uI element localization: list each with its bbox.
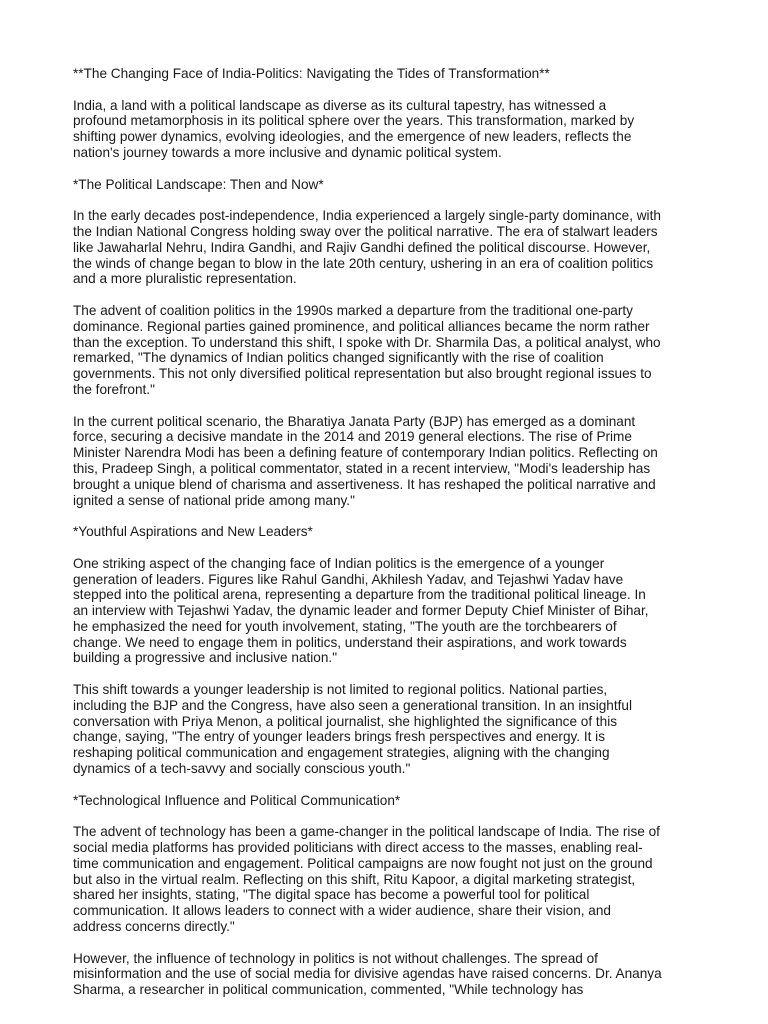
section-heading-political-landscape: *The Political Landscape: Then and Now* [73, 176, 324, 192]
document-title: **The Changing Face of India-Politics: Navigating the Tides of Transformation** [73, 66, 550, 81]
section-heading-technological-influence: *Technological Influence and Political Communication* [73, 792, 401, 808]
paragraph-technology-game-changer: The advent of technology has been a game-changer in the political landscape of India. The rise of social media platforms has provided politicians with direct access to the masses, enabling real- time communication and engagement. Political campaigns are now fought not just on the ground but also in the virtual realm. Reflecting on this shift, Ritu Kapoor, a digital marketing strategist, shared her insights, stating, "The digital space has become a powerful tool for political communication. It allows leaders to connect with a wider audience, share their vision, and address concerns directly." [73, 824, 660, 935]
paragraph-coalition-politics: The advent of coalition politics in the 1990s marked a departure from the traditional one-party dominance. Regional parties gained prominence, and political alliances became the norm rather than the exception. To understand this shift, I spoke with Dr. Sharmila Das, a political analyst, who remarked, "The dynamics of Indian politics changed significantly with the rise of coalition governments. This not only diversified political representation but also brought regional issues to the forefront." [73, 302, 661, 397]
paragraph-technology-challenges: However, the influence of technology in politics is not without challenges. The spread of misinformation and the use of social media for divisive agendas have raised concerns. Dr. Ananya Sharma, a researcher in political communication, commented, "While technology has [73, 950, 662, 998]
paragraph-current-scenario: In the current political scenario, the Bharatiya Janata Party (BJP) has emerged as a dominant force, securing a decisive mandate in the 2014 and 2019 general elections. The rise of Prime Minister Narendra Modi has been a defining feature of contemporary Indian politics. Reflecting on this, Pradeep Singh, a political commentator, stated in a recent interview, "Modi's leadership has brought a unique blend of charisma and assertiveness. It has reshaped the political narrative and ignited a sense of national pride among many." [73, 413, 658, 508]
section-heading-youthful-aspirations: *Youthful Aspirations and New Leaders* [73, 524, 313, 540]
document-page [73, 66, 703, 1014]
paragraph-early-decades: In the early decades post-independence, India experienced a largely single-party dominance, with the Indian National Congress holding sway over the political narrative. The era of stalwart leaders like Jawaharlal Nehru, Indira Gandhi, and Rajiv Gandhi defined the political discourse. However, the winds of change began to blow in the late 20th century, ushering in an era of coalition politics and a more pluralistic representation. [73, 208, 661, 287]
paragraph-intro: India, a land with a political landscape as diverse as its cultural tapestry, has witnessed a profound metamorphosis in its political sphere over the years. This transformation, marked by shifting power dynamics, evolving ideologies, and the emergence of new leaders, reflects the nation's journey towards a more inclusive and dynamic political system. [73, 97, 635, 160]
paragraph-younger-generation: One striking aspect of the changing face of Indian politics is the emergence of a younger generation of leaders. Figures like Rahul Gandhi, Akhilesh Yadav, and Tejashwi Yadav have stepped into the political arena, representing a departure from the traditional political lineage. In an interview with Tejashwi Yadav, the dynamic leader and former Deputy Chief Minister of Bihar, he emphasized the need for youth involvement, stating, "The youth are the torchbearers of change. We need to engage them in politics, understand their aspirations, and work towards building a progressive and inclusive nation." [73, 555, 649, 666]
paragraph-generational-shift: This shift towards a younger leadership is not limited to regional politics. National parties, including the BJP and the Congress, have also seen a generational transition. In an insightful conversation with Priya Menon, a political journalist, she highlighted the significance of this change, saying, "The entry of younger leaders brings fresh perspectives and energy. It is reshaping political communication and engagement strategies, aligning with the changing dynamics of a tech-savvy and socially conscious youth." [73, 682, 632, 777]
